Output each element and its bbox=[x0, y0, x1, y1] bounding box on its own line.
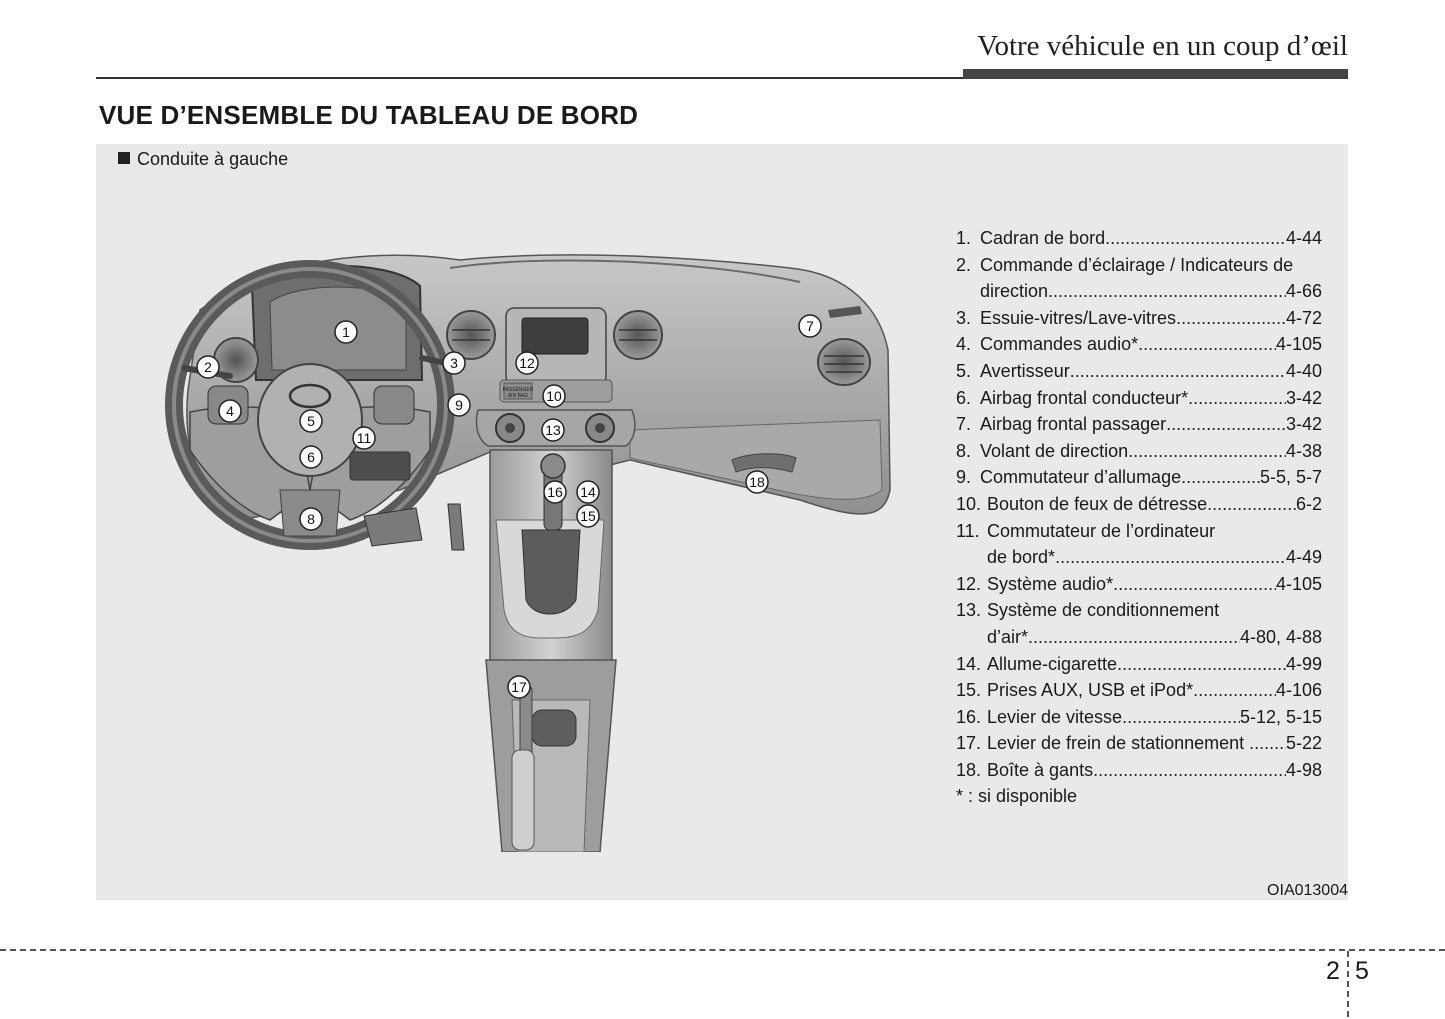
svg-text:5: 5 bbox=[307, 413, 315, 429]
legend-item: 16. Levier de vitesse ..... 5-12, 5-15 bbox=[956, 704, 1322, 731]
svg-text:1: 1 bbox=[342, 324, 350, 340]
svg-text:10: 10 bbox=[546, 388, 562, 404]
callout-17 bbox=[508, 676, 530, 698]
page-reference: 4-49 bbox=[1285, 547, 1322, 568]
chapter-number: 2 bbox=[1326, 957, 1340, 985]
callout-16 bbox=[544, 481, 566, 503]
page-reference: 5-22 bbox=[1285, 733, 1322, 754]
passenger-airbag-label-line1: PASSENGER bbox=[502, 387, 534, 393]
svg-text:9: 9 bbox=[455, 397, 463, 413]
callout-18 bbox=[746, 471, 768, 493]
callout-3 bbox=[443, 352, 465, 374]
page-number: 5 bbox=[1355, 957, 1369, 985]
square-bullet-icon bbox=[118, 152, 130, 164]
svg-text:15: 15 bbox=[580, 508, 596, 524]
running-header-title: Votre véhicule en un coup d’œil bbox=[977, 30, 1348, 62]
page-reference: 5-12, 5-15 bbox=[1239, 706, 1322, 727]
callout-12 bbox=[516, 352, 538, 374]
svg-text:6: 6 bbox=[307, 449, 315, 465]
page-reference: 6-2 bbox=[1295, 493, 1322, 514]
callout-5 bbox=[300, 410, 322, 432]
page-reference: 4-66 bbox=[1285, 281, 1322, 302]
legend-item: 10. Bouton de feux de détresse ..... 6-2 bbox=[956, 491, 1322, 518]
page-reference: 4-105 bbox=[1275, 334, 1322, 355]
footer-rule bbox=[0, 949, 1445, 951]
passenger-airbag-label-line2: AIR BAG bbox=[507, 393, 529, 399]
page-reference: 4-80, 4-88 bbox=[1239, 626, 1322, 647]
svg-text:3: 3 bbox=[450, 355, 458, 371]
page-reference: 4-106 bbox=[1275, 680, 1322, 701]
legend-item: 6. Airbag frontal conducteur* ..... 3-42 bbox=[956, 385, 1322, 412]
page-reference: 3-42 bbox=[1285, 414, 1322, 435]
svg-text:12: 12 bbox=[519, 355, 535, 371]
page-reference: 5-5, 5-7 bbox=[1259, 467, 1322, 488]
page-reference: 4-44 bbox=[1285, 228, 1322, 248]
legend-item: 7. Airbag frontal passager ..... 3-42 bbox=[956, 411, 1322, 438]
callout-8 bbox=[300, 508, 322, 530]
legend-item: 11. Commutateur de l’ordinateur de bord* ..... 4-49 bbox=[956, 518, 1322, 571]
legend-item: 5. Avertisseur ..... 4-40 bbox=[956, 358, 1322, 385]
legend-item: 1. Cadran de bord ..... 4-44 bbox=[956, 225, 1322, 252]
svg-text:8: 8 bbox=[307, 511, 315, 527]
svg-text:13: 13 bbox=[545, 422, 561, 438]
header-rule-accent bbox=[963, 69, 1348, 79]
footer-divider bbox=[1347, 951, 1349, 1017]
page-reference: 4-98 bbox=[1285, 759, 1322, 780]
legend-item: 8. Volant de direction ..... 4-38 bbox=[956, 438, 1322, 465]
page-reference: 4-72 bbox=[1285, 307, 1322, 328]
legend-item: 13. Système de conditionnement d’air* ..... 4-80, 4-88 bbox=[956, 597, 1322, 650]
callout-2 bbox=[197, 356, 219, 378]
legend-item: 17. Levier de frein de stationnement ..... 5-22 bbox=[956, 730, 1322, 757]
callout-9 bbox=[448, 394, 470, 416]
callout-6 bbox=[300, 446, 322, 468]
subheading-text: Conduite à gauche bbox=[137, 149, 289, 169]
legend-item: 3. Essuie-vitres/Lave-vitres ..... 4-72 bbox=[956, 305, 1322, 332]
illustration-code: OIA013004 bbox=[1267, 882, 1348, 899]
legend-item: 15. Prises AUX, USB et iPod* ..... 4-106 bbox=[956, 677, 1322, 704]
page-reference: 3-42 bbox=[1285, 387, 1322, 408]
figure-subheading bbox=[118, 149, 288, 170]
svg-text:14: 14 bbox=[580, 484, 596, 500]
callout-7 bbox=[799, 315, 821, 337]
svg-text:4: 4 bbox=[226, 403, 234, 419]
callout-4 bbox=[219, 400, 241, 422]
svg-text:18: 18 bbox=[749, 474, 765, 490]
legend-item: 18. Boîte à gants ..... 4-98 bbox=[956, 757, 1322, 784]
svg-text:2: 2 bbox=[204, 359, 212, 375]
callout-11 bbox=[353, 427, 375, 449]
availability-note: * : si disponible bbox=[956, 786, 1078, 807]
svg-text:7: 7 bbox=[806, 318, 814, 334]
svg-text:16: 16 bbox=[547, 484, 563, 500]
legend-item: 12. Système audio* ..... 4-105 bbox=[956, 571, 1322, 598]
legend-item: 14. Allume-cigarette ..... 4-99 bbox=[956, 651, 1322, 678]
callout-1 bbox=[335, 321, 357, 343]
callout-14 bbox=[577, 481, 599, 503]
component-legend bbox=[956, 225, 1322, 810]
legend-item: 4. Commandes audio* ..... 4-105 bbox=[956, 331, 1322, 358]
svg-text:17: 17 bbox=[511, 679, 527, 695]
legend-item: 2. Commande d’éclairage / Indicateurs de direction ..... 4-66 bbox=[956, 252, 1322, 305]
legend-item: 9. Commutateur d’allumage ..... 5-5, 5-7 bbox=[956, 464, 1322, 491]
svg-text:11: 11 bbox=[356, 430, 372, 446]
page-reference: 4-105 bbox=[1275, 573, 1322, 594]
page-reference: 4-38 bbox=[1285, 440, 1322, 461]
section-title: VUE D’ENSEMBLE DU TABLEAU DE BORD bbox=[99, 100, 639, 130]
callout-13 bbox=[542, 419, 564, 441]
dashboard-illustration bbox=[160, 190, 916, 852]
callout-10 bbox=[543, 385, 565, 407]
page-reference: 4-99 bbox=[1285, 653, 1322, 674]
callout-15 bbox=[577, 505, 599, 527]
page-reference: 4-40 bbox=[1285, 360, 1322, 381]
